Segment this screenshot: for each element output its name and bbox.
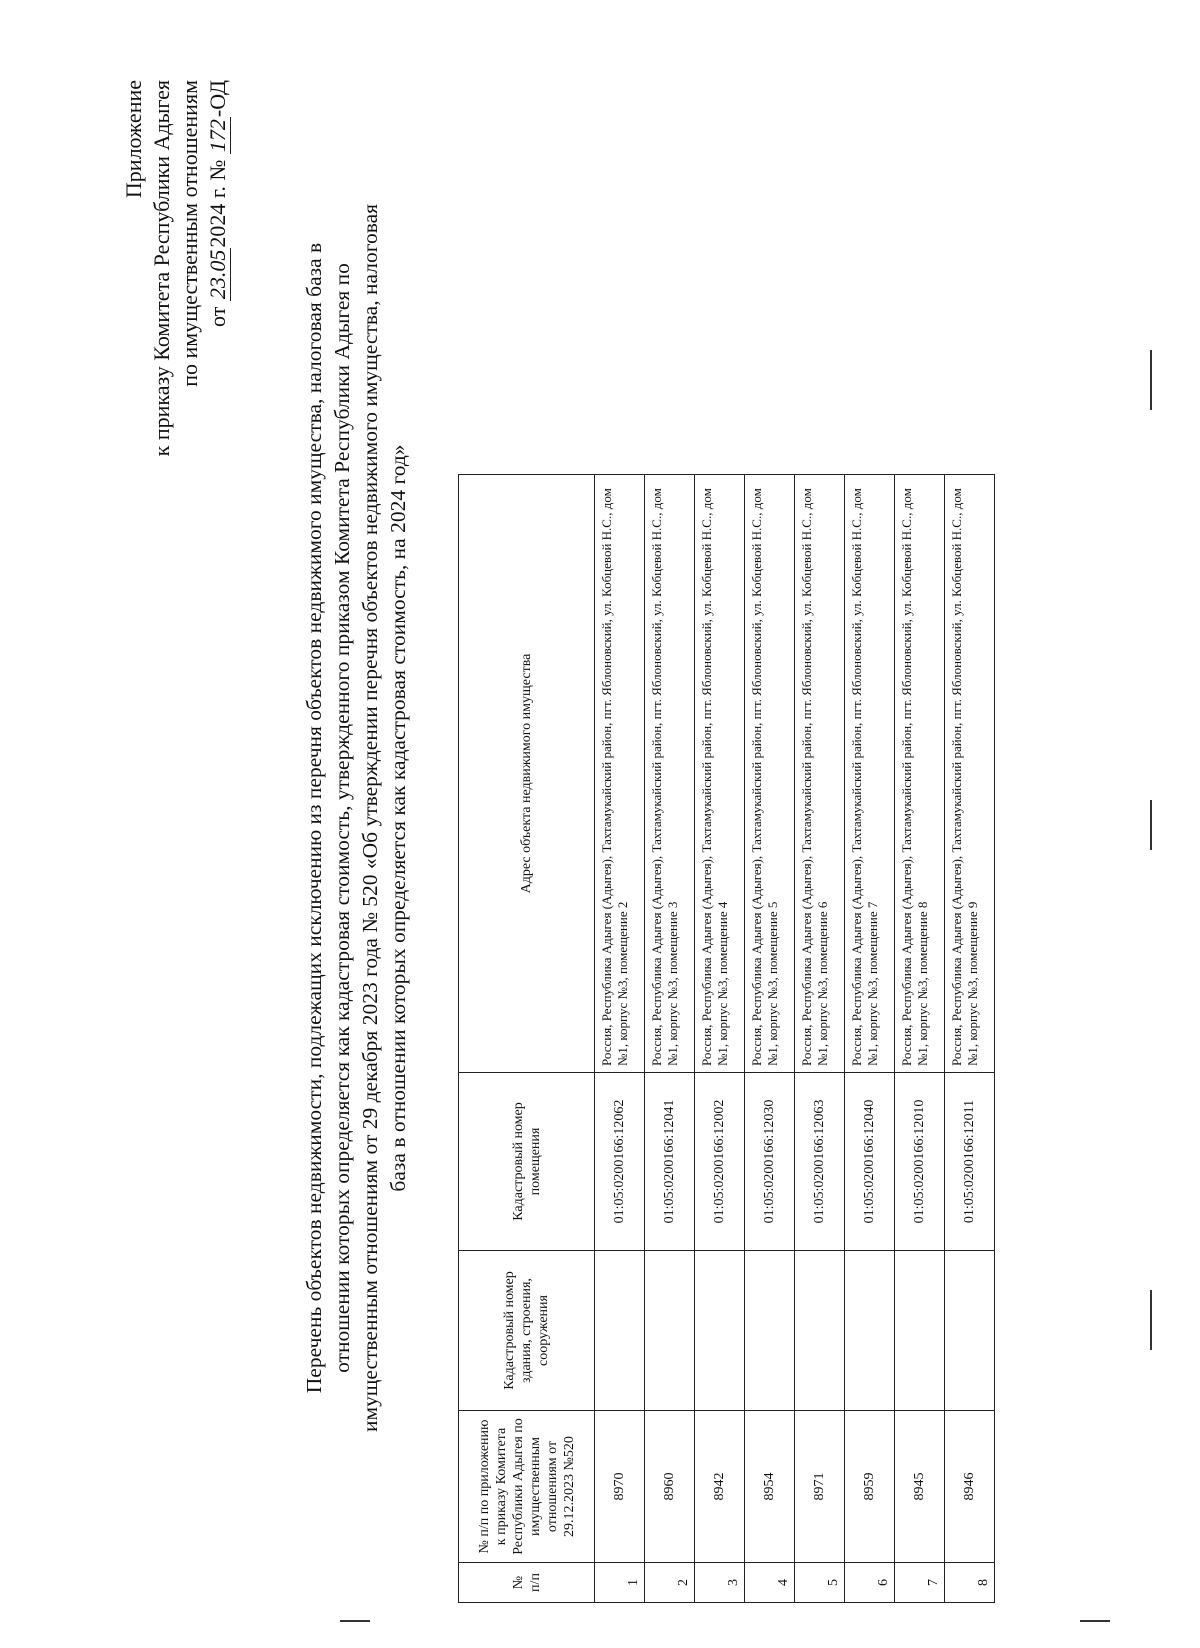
appendix-title: Приложение: [121, 80, 146, 199]
table-header-row: [459, 475, 595, 1603]
table-row: [945, 475, 995, 1603]
table-row: [895, 475, 945, 1603]
cell-premises-cadastral: 01:05:0200166:12063: [795, 1073, 845, 1251]
scan-artifact-line: [1150, 350, 1152, 410]
header-premises-cadastral: Кадастровый номер помещения: [459, 1073, 595, 1251]
scan-artifact-line: [1150, 800, 1152, 850]
table-row: [745, 475, 795, 1603]
cell-appendix-num: 8945: [895, 1411, 945, 1563]
order-date-line: [204, 80, 232, 640]
table-row: [845, 475, 895, 1603]
order-number: 172: [205, 119, 230, 153]
cell-building-cadastral: [595, 1251, 645, 1411]
cell-building-cadastral: [645, 1251, 695, 1411]
cell-premises-cadastral: 01:05:0200166:12062: [595, 1073, 645, 1251]
cell-address: Россия, Республика Адыгея (Адыгея), Тахтамукайский район, пгт. Яблоновский, ул. Кобцевой Н.С., дом №1, корпус №3, помещение 7: [845, 475, 895, 1073]
cell-appendix-num: 8954: [745, 1411, 795, 1563]
cell-appendix-num: 8946: [945, 1411, 995, 1563]
appendix-header: [120, 80, 232, 640]
cell-premises-cadastral: 01:05:0200166:12002: [695, 1073, 745, 1251]
header-num: № п/п: [459, 1563, 595, 1603]
cell-num: 5: [795, 1563, 845, 1603]
header-address: Адрес объекта недвижимого имущества: [459, 475, 595, 1073]
cell-num: 8: [945, 1563, 995, 1603]
scan-artifact-line: [340, 1620, 370, 1622]
cell-premises-cadastral: 01:05:0200166:12030: [745, 1073, 795, 1251]
cell-num: 4: [745, 1563, 795, 1603]
document-title: Перечень объектов недвижимости, подлежащих исключению из перечня объектов недвижимого имущества, налоговая база в отношении которых определяется как кадастровая стоимость, утвержденного приказом Комитета Республики Адыгея по имущественным отношениям от 29 декабря 2023 года № 520 «Об утверждении перечня объектов недвижимого имущества, налоговая база в отношении которых определяется как кадастровая стоимость, на 2024 год»: [302, 203, 410, 1433]
cell-appendix-num: 8970: [595, 1411, 645, 1563]
cell-address: Россия, Республика Адыгея (Адыгея), Тахтамукайский район, пгт. Яблоновский, ул. Кобцевой Н.С., дом №1, корпус №3, помещение 4: [695, 475, 745, 1073]
cell-building-cadastral: [795, 1251, 845, 1411]
table-row: [795, 475, 845, 1603]
cell-address: Россия, Республика Адыгея (Адыгея), Тахтамукайский район, пгт. Яблоновский, ул. Кобцевой Н.С., дом №1, корпус №3, помещение 6: [795, 475, 845, 1073]
cell-building-cadastral: [845, 1251, 895, 1411]
header-appendix-num: № п/п по приложению к приказу Комитета Республики Адыгея по имущественным отношениям от 29.12.2023 №520: [459, 1411, 595, 1563]
cell-address: Россия, Республика Адыгея (Адыгея), Тахтамукайский район, пгт. Яблоновский, ул. Кобцевой Н.С., дом №1, корпус №3, помещение 9: [945, 475, 995, 1073]
cell-address: Россия, Республика Адыгея (Адыгея), Тахтамукайский район, пгт. Яблоновский, ул. Кобцевой Н.С., дом №1, корпус №3, помещение 5: [745, 475, 795, 1073]
cell-num: 2: [645, 1563, 695, 1603]
table-row: [695, 475, 745, 1603]
cell-address: Россия, Республика Адыгея (Адыгея), Тахтамукайский район, пгт. Яблоновский, ул. Кобцевой Н.С., дом №1, корпус №3, помещение 3: [645, 475, 695, 1073]
order-date-day: 23.05: [205, 249, 230, 300]
cell-num: 6: [845, 1563, 895, 1603]
cell-address: Россия, Республика Адыгея (Адыгея), Тахтамукайский район, пгт. Яблоновский, ул. Кобцевой Н.С., дом №1, корпус №3, помещение 8: [895, 475, 945, 1073]
cell-num: 7: [895, 1563, 945, 1603]
date-prefix: от: [205, 306, 230, 327]
order-suffix: -ОД: [205, 80, 230, 118]
cell-address: Россия, Республика Адыгея (Адыгея), Тахтамукайский район, пгт. Яблоновский, ул. Кобцевой Н.С., дом №1, корпус №3, помещение 2: [595, 475, 645, 1073]
cell-building-cadastral: [745, 1251, 795, 1411]
cell-premises-cadastral: 01:05:0200166:12040: [845, 1073, 895, 1251]
table-row: [645, 475, 695, 1603]
properties-table: [458, 474, 995, 1603]
cell-premises-cadastral: 01:05:0200166:12011: [945, 1073, 995, 1251]
cell-appendix-num: 8942: [695, 1411, 745, 1563]
scan-artifact-line: [1150, 1290, 1152, 1350]
cell-premises-cadastral: 01:05:0200166:12010: [895, 1073, 945, 1251]
cell-premises-cadastral: 01:05:0200166:12041: [645, 1073, 695, 1251]
cell-appendix-num: 8959: [845, 1411, 895, 1563]
cell-building-cadastral: [895, 1251, 945, 1411]
table-row: [595, 475, 645, 1603]
order-date-year: 2024 г. №: [205, 159, 230, 248]
cell-building-cadastral: [695, 1251, 745, 1411]
cell-appendix-num: 8971: [795, 1411, 845, 1563]
scan-artifact-line: [1080, 1620, 1110, 1622]
cell-num: 1: [595, 1563, 645, 1603]
appendix-line-2: к приказу Комитета Республики Адыгея: [149, 80, 174, 457]
appendix-line-3: по имущественным отношениям: [177, 80, 202, 387]
cell-building-cadastral: [945, 1251, 995, 1411]
header-building-cadastral: Кадастровый номер здания, строения, сооружения: [459, 1251, 595, 1411]
cell-num: 3: [695, 1563, 745, 1603]
cell-appendix-num: 8960: [645, 1411, 695, 1563]
